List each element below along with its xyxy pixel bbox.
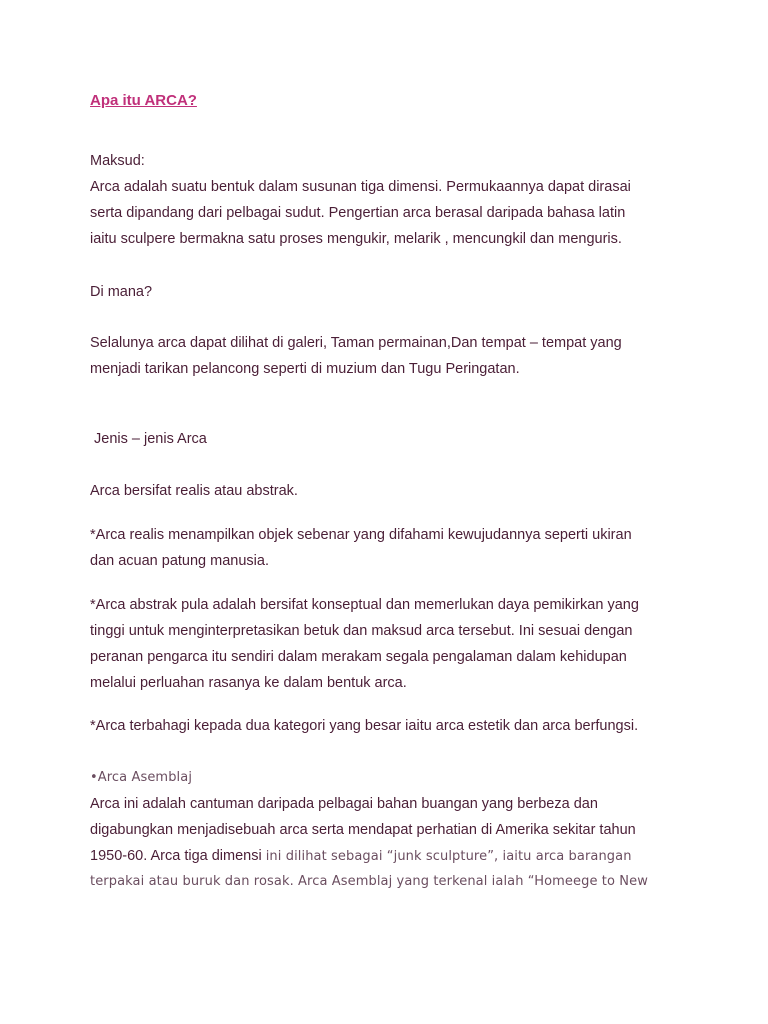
- abstrak-paragraph: [90, 592, 690, 696]
- kategori-paragraph: [90, 713, 690, 739]
- realis-paragraph: [90, 522, 690, 574]
- di-mana-body: [90, 330, 690, 382]
- jenis-heading-block: [90, 426, 690, 452]
- maksud-section: [90, 148, 690, 252]
- maksud-line: Arca adalah suatu bentuk dalam susunan tiga dimensi. Permukaannya dapat dirasai: [90, 179, 631, 195]
- jenis-heading: Jenis – jenis Arca: [90, 431, 207, 447]
- asemblaj-line-part: 1950-60. Arca tiga dimensi: [90, 848, 266, 864]
- abstrak-line: tinggi untuk menginterpretasikan betuk dan maksud arca tersebut. Ini sesuai dengan: [90, 623, 633, 639]
- asemblaj-line-part: ini dilihat sebagai “junk sculpture”, iaitu arca barangan: [265, 849, 632, 864]
- di-mana-heading: Di mana?: [90, 284, 153, 300]
- page-title: Apa itu ARCA?: [90, 92, 197, 109]
- abstrak-line: *Arca abstrak pula adalah bersifat konseptual dan memerlukan daya pemikirkan yang: [90, 597, 639, 613]
- asemblaj-line: Arca ini adalah cantuman daripada pelbagai bahan buangan yang berbeza dan: [90, 796, 598, 812]
- abstrak-line: melalui perluahan rasanya ke dalam bentuk arca.: [90, 675, 407, 691]
- maksud-line: iaitu sculpere bermakna satu proses mengukir, melarik , mencungkil dan menguris.: [90, 231, 622, 247]
- di-mana-section: [90, 279, 690, 305]
- maksud-line: serta dipandang dari pelbagai sudut. Pengertian arca berasal daripada bahasa latin: [90, 205, 626, 221]
- asemblaj-line: digabungkan menjadisebuah arca serta mendapat perhatian di Amerika sekitar tahun: [90, 822, 636, 838]
- di-mana-line: Selalunya arca dapat dilihat di galeri, Taman permainan,Dan tempat – tempat yang: [90, 335, 622, 351]
- realis-line: dan acuan patung manusia.: [90, 553, 269, 569]
- maksud-heading: Maksud:: [90, 153, 145, 169]
- asemblaj-heading: •Arca Asemblaj: [90, 770, 193, 785]
- kategori-line: *Arca terbahagi kepada dua kategori yang besar iaitu arca estetik dan arca berfungsi.: [90, 718, 639, 734]
- di-mana-line: menjadi tarikan pelancong seperti di muzium dan Tugu Peringatan.: [90, 361, 520, 377]
- jenis-intro: Arca bersifat realis atau abstrak.: [90, 483, 298, 499]
- jenis-intro-block: [90, 478, 690, 504]
- asemblaj-line: terpakai atau buruk dan rosak. Arca Asemblaj yang terkenal ialah “Homeege to New: [90, 874, 648, 889]
- asemblaj-section: [90, 765, 690, 895]
- asemblaj-line: [90, 843, 690, 869]
- abstrak-line: peranan pengarca itu sendiri dalam merakam segala pengalaman dalam kehidupan: [90, 649, 627, 665]
- realis-line: *Arca realis menampilkan objek sebenar yang difahami kewujudannya seperti ukiran: [90, 527, 632, 543]
